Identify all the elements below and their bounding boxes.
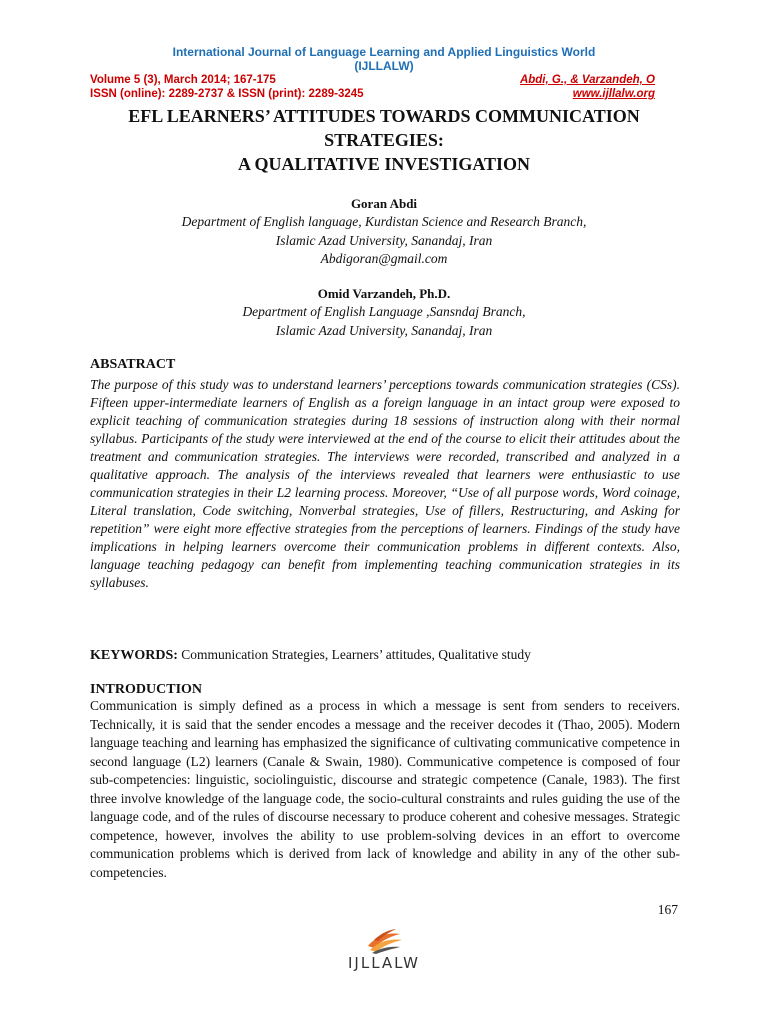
issn-row xyxy=(90,87,655,101)
introduction-heading: INTRODUCTION xyxy=(90,682,203,697)
author-2 xyxy=(0,285,768,340)
author-email: Abdigoran@gmail.com xyxy=(320,251,448,266)
author-affiliation: Department of English language, Kurdistan Science and Research Branch, xyxy=(181,214,587,229)
keywords-label: KEYWORDS: xyxy=(90,648,178,663)
keywords xyxy=(90,646,690,664)
footer-logo xyxy=(0,926,768,972)
introduction-text: Communication is simply defined as a process in which a message is sent from senders to receivers. Technically, it is said that the sender encodes a message and the receiver decodes it (Thao, 2005). Modern language teaching and learning has emphasized the significance of cultivating communicative competence in second language (L2) learners (Canale & Swain, 1980). Communicative competence is composed of four sub-competencies: linguistic, sociolinguistic, discourse and strategic competence (Canale, 1983). The first three involve knowledge of the language code, the socio-cultural constraints and rules guiding the use of the language code, and of the rules of discourse necessary to produce coherent and cohesive messages. Strategic competence, however, involves the ability to use problem-solving devices in an effort to overcome communication problems which is derived from lack of knowledge and ability in any of the other sub-competencies. xyxy=(90,698,680,880)
journal-website-link[interactable]: www.ijllalw.org xyxy=(572,88,655,100)
page-number: 167 xyxy=(657,902,678,917)
journal-title-line1: International Journal of Language Learning and Applied Linguistics World xyxy=(172,45,596,59)
paper-title-line2: STRATEGIES: xyxy=(324,130,444,150)
author-name: Omid Varzandeh, Ph.D. xyxy=(317,286,451,301)
journal-title xyxy=(0,45,768,73)
author-name: Goran Abdi xyxy=(350,196,418,211)
issue-info-row xyxy=(90,73,655,87)
journal-title-line2: (IJLLALW) xyxy=(354,59,414,73)
paper-title-line3: A QUALITATIVE INVESTIGATION xyxy=(237,154,531,174)
author-affiliation: Islamic Azad University, Sanandaj, Iran xyxy=(275,322,493,338)
author-affiliation: Department of English Language ,Sansndaj Branch, xyxy=(242,304,526,319)
issn-info: ISSN (online): 2289-2737 & ISSN (print): 2289-3245 xyxy=(90,88,364,100)
author-1 xyxy=(0,195,768,269)
abstract-text: The purpose of this study was to understand learners’ perceptions towards communication strategies (CSs). Fifteen upper-intermediate learners of English as a foreign language in an intact group were exposed to explicit teaching of communication strategies during 18 sessions of instruction along with their normal syllabus. Participants of the study were interviewed at the end of the course to elicit their attitudes about the treatment and communication strategies. The interviews were recorded, transcribed and analyzed in a qualitative approach. The analysis of the interviews revealed that learners were enthusiastic to use communication strategies in their L2 learning process. Moreover, “Use of all purpose words, Word coinage, Literal translation, Code switching, Nonverbal strategies, Use of fillers, Restructuring, and Asking for repetition” were eight more effective strategies from the perceptions of learners. Findings of the study have implications in helping learners overcome their communication problems in different contexts. Also, language teaching pedagogy can benefit from implementing teaching communication strategies in its syllabuses. xyxy=(90,377,680,590)
paper-title xyxy=(60,104,708,176)
footer-wordmark: IJLLALW xyxy=(348,954,420,972)
author-affiliation: Islamic Azad University, Sanandaj, Iran xyxy=(275,232,493,248)
paper-title-line1: EFL LEARNERS’ ATTITUDES TOWARDS COMMUNICATION xyxy=(128,106,640,126)
citation-info: Abdi, G., & Varzandeh, O xyxy=(519,74,655,86)
volume-info: Volume 5 (3), March 2014; 167-175 xyxy=(90,74,276,86)
ijllalw-flame-logo-icon xyxy=(362,926,406,954)
abstract-heading: ABSATRACT xyxy=(90,357,176,372)
keywords-text: Communication Strategies, Learners’ attitudes, Qualitative study xyxy=(177,647,531,662)
